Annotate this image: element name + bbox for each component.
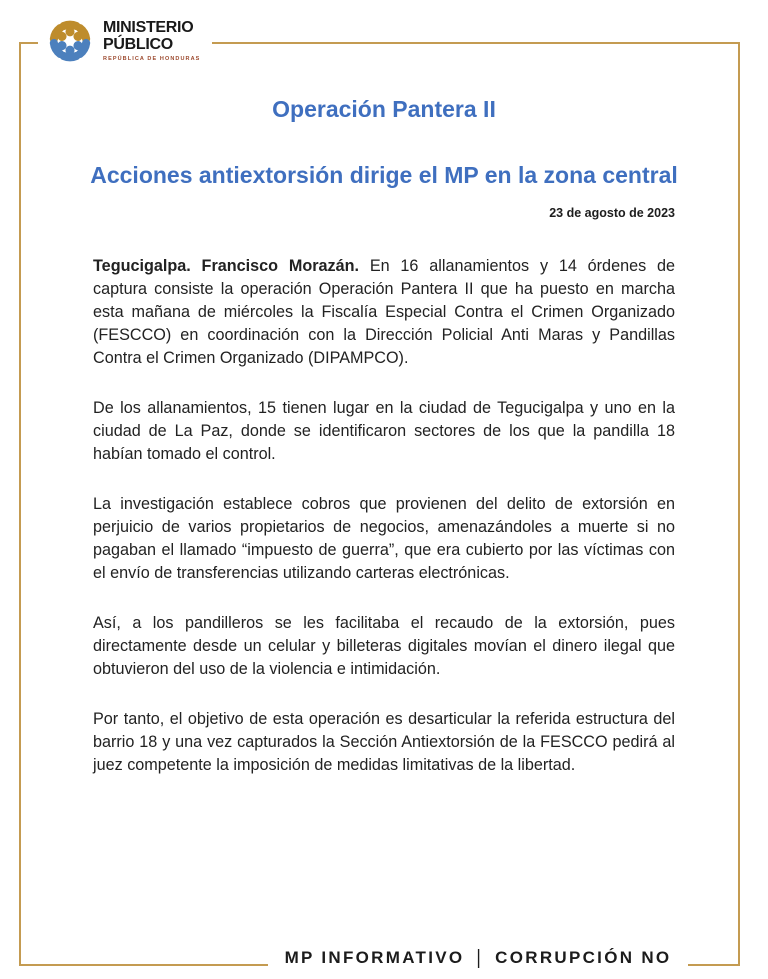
paragraph-lead: Tegucigalpa. Francisco Morazán. xyxy=(93,257,370,275)
paragraph-text: En 16 allanamientos y 14 órdenes de captura consiste la operación Operación Pantera II que ha puesto en marcha esta mañana de miércoles la Fiscalía Especial Contra el Crimen Organizado (FESCCO) en coordinación con la Dirección Policial Anti Maras y Pandillas Contra el Crimen Organizado (DIPAMPCO). xyxy=(93,257,675,367)
footer-right-text: CORRUPCIÓN NO xyxy=(495,948,672,967)
paragraph-text: Así, a los pandilleros se les facilitaba el recaudo de la extorsión, pues directamente desde un celular y billeteras digitales movían el dinero ilegal que obtuvieron del uso de la violencia e intimidación. xyxy=(93,614,675,678)
paragraph-text: De los allanamientos, 15 tienen lugar en la ciudad de Tegucigalpa y uno en la ciudad de La Paz, donde se identificaron sectores de los que la pandilla 18 habían tomado el control. xyxy=(93,399,675,463)
paragraph-text: Por tanto, el objetivo de esta operación es desarticular la referida estructura del barrio 18 y una vez capturados la Sección Antiextorsión de la FESCCO pedirá al juez competente la imposición de medidas limitativas de la libertad. xyxy=(93,710,675,774)
logo-org-line1: MINISTERIO xyxy=(103,19,194,36)
document-subtitle: Acciones antiextorsión dirige el MP en la zona central xyxy=(90,162,678,188)
document-date: 23 de agosto de 2023 xyxy=(549,206,675,220)
logo-text-block xyxy=(103,19,200,62)
footer-separator: | xyxy=(476,946,484,969)
footer-banner xyxy=(268,940,688,976)
logo-subtitle: REPÚBLICA DE HONDURAS xyxy=(103,56,201,62)
ministerio-publico-logo xyxy=(38,6,212,70)
people-circle-logo-icon xyxy=(44,14,96,68)
paragraph-text: La investigación establece cobros que provienen del delito de extorsión en perjuicio de varios propietarios de negocios, amenazándoles a muerte si no pagaban el llamado “impuesto de guerra”, que era cubierto por las víctimas con el envío de transferencias utilizando carteras electrónicas. xyxy=(93,495,675,582)
logo-org-line2: PÚBLICO xyxy=(103,36,173,53)
footer-left-text: MP INFORMATIVO xyxy=(284,948,465,967)
document-title: Operación Pantera II xyxy=(272,96,496,122)
decorative-border xyxy=(19,42,740,966)
